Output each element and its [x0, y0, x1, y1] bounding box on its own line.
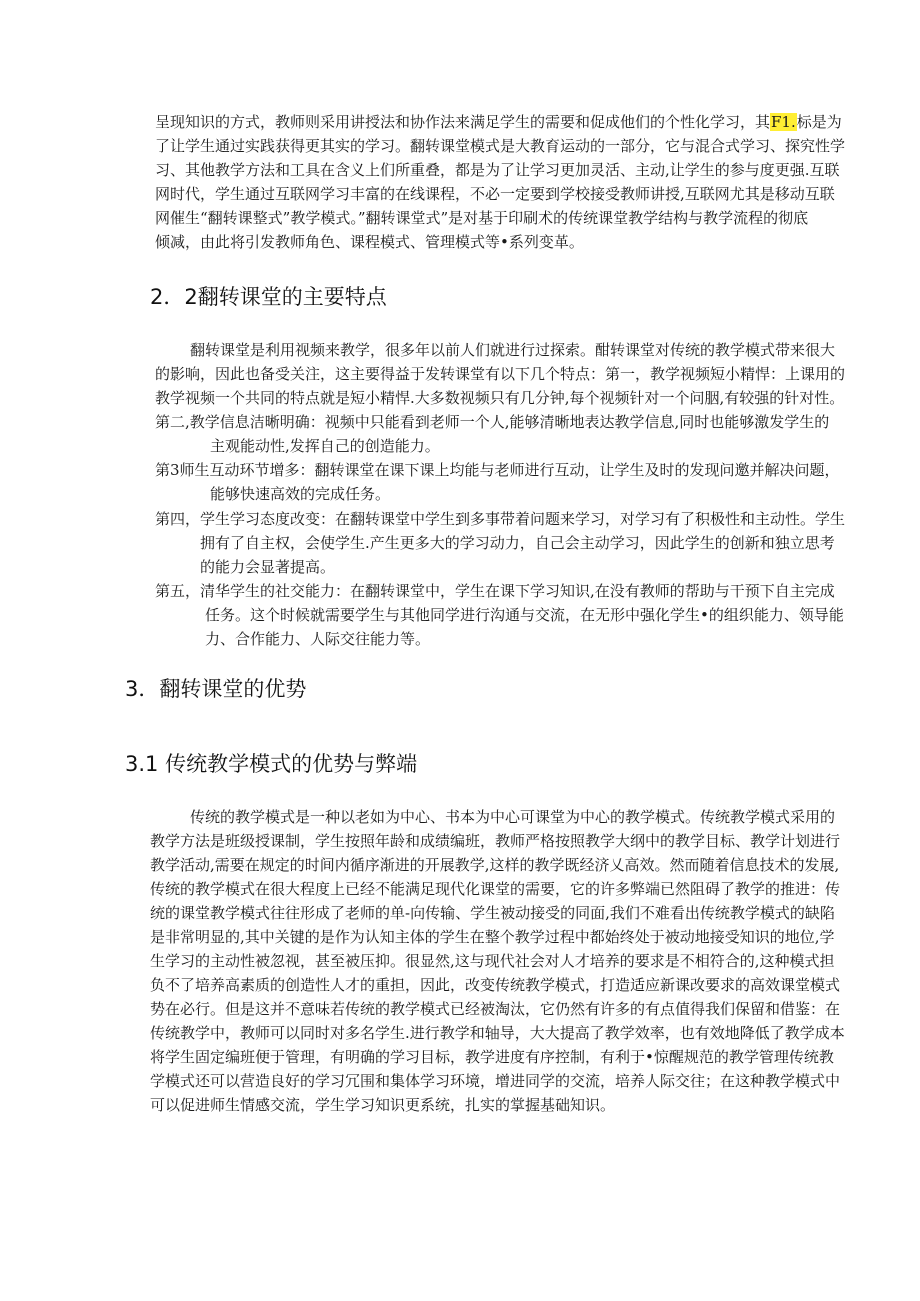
list-item-continuation: 拥有了自主权，会使学生.产生更多大的学习动力，自己会主动学习，因此学生的创新和独立思考 — [200, 534, 835, 552]
body-line: 的影响，因此也备受关注，这主要得益于发转课堂有以下几个特点：第一，教学视频短小精悍：上课用的 — [155, 365, 846, 383]
body-line: 翻转课堂是利用视频来教学，很多年以前人们就进行过探索。酣转课堂对传统的教学模式带来很大 — [190, 341, 836, 359]
list-item: 第五，清华学生的社交能力：在翻转课堂中，学生在课下学习知识,在没有教师的帮助与干预下自主完成 — [155, 582, 835, 600]
section-heading: 3．翻转课堂的优势 — [125, 677, 307, 701]
body-line: 教学活动,需要在规定的时间内循序渐进的开展教学,这样的教学既经济乂高效。然而随着信息技术的发展, — [150, 856, 840, 874]
body-line: 传统教学中，教师可以同时对多名学生.进行教学和轴导，大大提高了教学效率，也有效地降低了教学成本 — [150, 1024, 845, 1042]
list-item: 第四，学生学习态度改变：在翻转课堂中学生到多事带着问题来学习，对学习有了积极性和主动性。学生 — [155, 510, 846, 528]
list-item-continuation: 力、合作能力、人际交往能力等。 — [205, 630, 431, 648]
body-line: 呈现知识的方式，教师则采用讲授法和协作法来满足学生的需要和促成他们的个性化学习，其F1.标是为 — [155, 113, 842, 131]
list-item-continuation: 主观能动性,发挥自己的创造能力。 — [210, 437, 440, 455]
body-line: 可以促进师生情感交流，学生学习知识更系统，扎实的掌握基础知识。 — [150, 1096, 616, 1114]
body-line: 倾减，由此将引发教师角色、课程模式、管理模式等•系列变革。 — [155, 233, 584, 251]
body-line: 传统的教学模式在很大程度上已经不能满足现代化课堂的需要，它的许多弊端已然阻碍了教学的推进：传 — [150, 880, 841, 898]
body-line: 传统的教学模式是一种以老如为中心、书本为中心可课堂为中心的教学模式。传统教学模式采用的 — [190, 808, 836, 826]
list-item-continuation: 的能力会显著提高。 — [200, 558, 336, 576]
list-item-continuation: 任务。这个时候就需要学生与其他同学进行沟通与交流，在无形中强化学生•的组织能力、领导能 — [205, 606, 844, 624]
body-line: 是非常明显的,其中关键的是作为认知主体的学生在整个教学过程中都始终处于被动地接受知识的地位,学 — [150, 928, 835, 946]
body-line: 生学习的主动性被忽视，甚至被压抑。很显然,这与现代社会对人才培养的要求是不相符合的,这种模式担 — [150, 952, 835, 970]
body-line: 将学生固定编班便于管理，有明确的学习目标，教学进度有序控制，有利于•惊醒规范的教学管理传统教 — [150, 1048, 834, 1066]
body-line: 网时代，学生通过互联网学习丰富的在线课程，不必一定要到学校接受教师讲授,互联网尤其是移动互联 — [155, 185, 835, 203]
body-line: 学模式还可以营造良好的学习冗围和集体学习环境，增进同学的交流，培养人际交往；在这种教学模式中 — [150, 1072, 841, 1090]
body-line: 负不了培养高素质的创造性人才的重担，因此，改变传统教学模式，打造适应新课改要求的高效课堂模式 — [150, 976, 841, 994]
highlighted-text: F1. — [771, 113, 796, 131]
body-line: 统的课堂教学模式往往形成了老师的单-向传输、学生被动接受的同面,我们不难看出传统教学模式的缺陷 — [150, 904, 835, 922]
body-line: 教学方法是班级授课制，学生按照年龄和成绩编班，教师严格按照教学大纲中的教学目标、教学计划进行 — [150, 832, 841, 850]
section-heading: 2．2翻转课堂的主要特点 — [150, 285, 387, 309]
subsection-heading: 3.1 传统教学模式的优势与弊端 — [125, 752, 418, 776]
list-item: 第3师生互动环节增多：翻转课堂在课下课上均能与老师进行互动，让学生及时的发现问邀并解决问题， — [155, 461, 840, 479]
body-line: 势在必行。但是这并不意味若传统的教学模式已经被淘汰，它仍然有许多的有点值得我们保留和借鉴：在 — [150, 1000, 841, 1018]
body-line: 教学视频一个共同的特点就是短小精悍.大多数视频只有几分钟,每个视频针对一个问胭,有较强的针对性。 — [155, 389, 845, 407]
body-line: 了让学生通过实践获得更其实的学习。翻转课堂模式是大教育运动的一部分，它与混合式学习、探究性学 — [155, 137, 846, 155]
body-line: 习、其他教学方法和工具在含义上们所重叠，都是为了让学习更加灵活、主动,让学生的参与度更强.互联 — [155, 161, 840, 179]
body-line: 网催生“翻转课整式”教学模式。”翻转课堂式”是对基于印刷术的传统课堂教学结构与教学流程的彻底 — [155, 209, 809, 227]
list-item: 第二,教学信息洁晰明确：视频中只能看到老师一个人,能够清晰地表达教学信息,同时也能够激发学生的 — [155, 413, 830, 431]
list-item-continuation: 能够快速高效的完成任务。 — [210, 485, 391, 503]
